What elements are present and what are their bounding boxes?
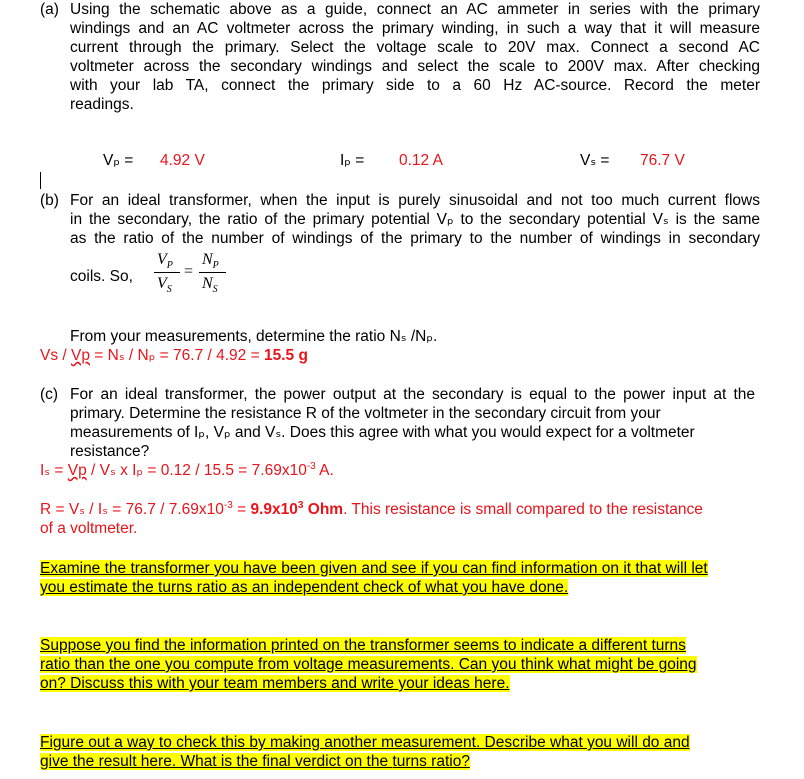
formula-np: $N_P$ — [202, 251, 219, 272]
ip-label: Iₚ = — [340, 152, 365, 169]
part-b-line-1: For an ideal transformer, when the input is purely sinusoidal and not too much current flows — [70, 192, 760, 209]
text-cursor — [40, 172, 41, 189]
highlight-2-line-1: Suppose you find the information printed on the transformer seems to indicate a different turns — [40, 637, 686, 654]
vp-value: 4.92 V — [160, 152, 205, 169]
part-c-label: (c) — [40, 386, 59, 403]
part-a-line-5: with your lab TA, connect the primary side to a 60 Hz AC-source. Record the meter — [70, 77, 760, 94]
formula-vs: $V_S$ — [157, 275, 172, 296]
formula-vp: $V_P$ — [157, 251, 173, 272]
part-b-answer: Vs / Vp = Nₛ / Nₚ = 76.7 / 4.92 = 15.5 g — [40, 347, 308, 364]
part-a-label: (a) — [40, 1, 59, 18]
highlight-1-line-1: Examine the transformer you have been given and see if you can find information on it that will let — [40, 560, 708, 577]
part-b-coils-text: coils. So, — [70, 268, 133, 285]
part-b-question: From your measurements, determine the ratio Nₛ /Nₚ. — [70, 328, 438, 345]
part-c-r-equation: $R = V_s / I_s = 76.7 / 7.69x10^{-3} = 9.9x10^3$ Ohm. This resistance is small compared to the resistance — [40, 499, 703, 518]
part-a-line-1: Using the schematic above as a guide, connect an AC ammeter in series with the primary — [70, 1, 760, 18]
part-b-line-2: in the secondary, the ratio of the primary potential Vₚ to the secondary potential Vₛ is the same — [70, 211, 760, 228]
highlight-3-line-2: give the result here. What is the final verdict on the turns ratio? — [40, 753, 470, 770]
formula-equals: = — [184, 263, 194, 280]
ip-value: 0.12 A — [399, 152, 443, 169]
part-a-line-3: current through the primary. Select the voltage scale to 20V max. Connect a second AC — [70, 39, 760, 56]
part-c-line-3: measurements of Iₚ, Vₚ and Vₛ. Does this agree with what you would expect for a voltmeter — [70, 424, 695, 441]
part-c-is-equation: Iₛ = Vp / Vₛ x $I_p = 0.12 / 15.5 = 7.69x10^{-3}$ A. — [40, 460, 334, 479]
part-c-line-4: resistance? — [70, 443, 150, 460]
part-a-line-6: readings. — [70, 96, 134, 113]
vp-label: Vₚ = — [103, 152, 134, 169]
part-b-label: (b) — [40, 192, 59, 209]
highlight-3-line-1: Figure out a way to check this by making another measurement. Describe what you will do and — [40, 734, 690, 751]
vs-label: Vₛ = — [580, 152, 610, 169]
vs-value: 76.7 V — [640, 152, 685, 169]
highlight-2-line-3: on? Discuss this with your team members and write your ideas here. — [40, 675, 510, 692]
part-a-line-2: windings and an AC voltmeter across the primary winding, in such a way that it will measure — [70, 20, 760, 37]
part-c-r-equation-cont: of a voltmeter. — [40, 520, 138, 537]
part-c-line-1: For an ideal transformer, the power output at the secondary is equal to the power input at the — [70, 386, 755, 403]
ratio-formula — [152, 251, 242, 301]
highlight-1-line-2: you estimate the turns ratio as an independent check of what you have done. — [40, 579, 569, 596]
highlight-2-line-2: ratio than the one you compute from voltage measurements. Can you think what might be going — [40, 656, 697, 673]
part-a-line-4: voltmeter across the secondary windings and select the scale to 200V max. After checking — [70, 58, 760, 75]
formula-ns: $N_S$ — [202, 275, 218, 296]
part-b-line-3: as the ratio of the number of windings of the primary to the number of windings in secondary — [70, 230, 760, 247]
part-c-line-2: primary. Determine the resistance R of the voltmeter in the secondary circuit from your — [70, 405, 661, 422]
